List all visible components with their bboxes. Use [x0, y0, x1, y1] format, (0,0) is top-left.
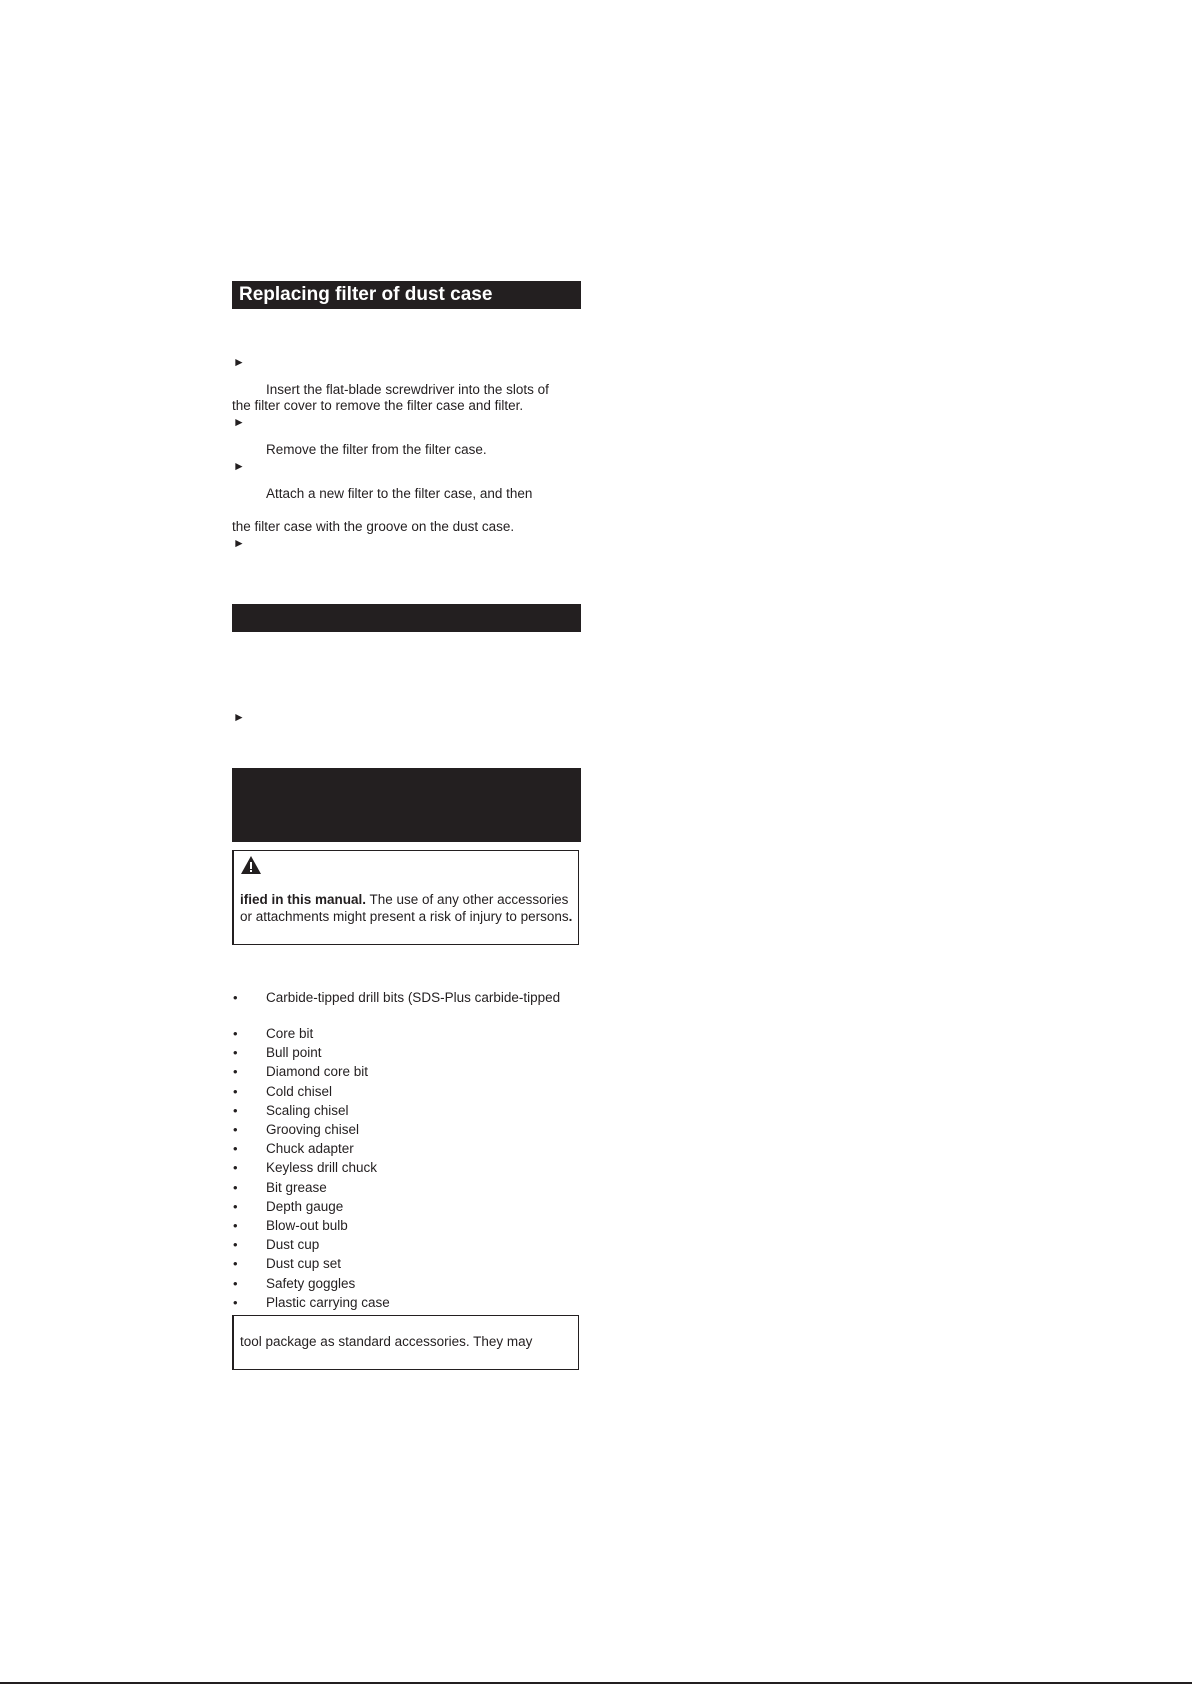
warning-text-b: or attachments might present a risk of injury to persons: [240, 909, 569, 924]
step-arrow-4: ►: [233, 536, 245, 550]
warning-bold-text: ified in this manual.: [240, 892, 367, 907]
list-item: Depth gauge: [266, 1198, 344, 1214]
list-item: Safety goggles: [266, 1275, 356, 1291]
step2-text: Remove the filter from the filter case.: [266, 442, 487, 457]
list-bullet: •: [233, 1045, 238, 1061]
page-bottom-rule: [0, 1682, 1192, 1684]
list-item: Bull point: [266, 1045, 322, 1061]
section-heading-bar: [232, 281, 581, 309]
list-bullet: •: [233, 1064, 238, 1080]
list-bullet: •: [233, 1179, 238, 1195]
warning-text-line-1: [240, 892, 568, 908]
list-item: Bit grease: [266, 1179, 327, 1195]
step-arrow-1: ►: [233, 355, 245, 369]
section-heading-block: [232, 768, 581, 842]
list-bullet: •: [233, 1141, 238, 1157]
list-item: Dust cup set: [266, 1256, 342, 1272]
warning-triangle-icon: [240, 855, 262, 875]
step-arrow-2: ►: [233, 415, 245, 429]
note-box: [232, 1315, 579, 1370]
list-bullet: •: [233, 1026, 238, 1041]
list-bullet: •: [233, 1237, 238, 1253]
list-item: Chuck adapter: [266, 1141, 354, 1157]
list-item-first: Carbide-tipped drill bits (SDS-Plus carbide-tipped: [266, 990, 561, 1005]
list-item: Cold chisel: [266, 1083, 333, 1099]
section-title: Replacing filter of dust case: [239, 284, 493, 305]
list-item: Core bit: [266, 1026, 314, 1041]
step1-text-continued: the filter cover to remove the filter case and filter.: [232, 398, 524, 413]
step3-text: Attach a new filter to the filter case, and then: [266, 486, 533, 501]
list-item: Keyless drill chuck: [266, 1160, 378, 1176]
list-bullet: •: [233, 1294, 238, 1310]
list-bullet: •: [233, 1122, 238, 1137]
warning-box: [232, 850, 579, 945]
list-bullet: •: [233, 1218, 238, 1233]
list-bullet: •: [233, 1160, 238, 1176]
warning-text-line-2: [240, 909, 572, 925]
list-bullet: •: [233, 1256, 238, 1272]
list-bullet: •: [233, 1275, 238, 1291]
step-arrow-3: ►: [233, 459, 245, 473]
list-bullet: •: [233, 1198, 238, 1214]
note-text: tool package as standard accessories. They may: [240, 1334, 533, 1349]
list-bullet: •: [233, 990, 238, 1005]
list-item: Plastic carrying case: [266, 1294, 390, 1310]
section-heading-bar-2: [232, 604, 581, 632]
warning-text: The use of any other accessories: [366, 892, 569, 907]
list-bullet: •: [233, 1102, 238, 1118]
step-arrow-5: ►: [233, 710, 245, 724]
list-item: Grooving chisel: [266, 1122, 360, 1137]
list-item: Scaling chisel: [266, 1102, 349, 1118]
step1-text: Insert the flat-blade screwdriver into the slots of: [266, 382, 549, 397]
list-bullet: •: [233, 1083, 238, 1099]
list-item: Blow-out bulb: [266, 1218, 348, 1233]
step3-text-continued: the filter case with the groove on the dust case.: [232, 519, 515, 534]
list-item: Dust cup: [266, 1237, 320, 1253]
list-item: Diamond core bit: [266, 1064, 369, 1080]
warning-text-period: .: [568, 909, 573, 924]
